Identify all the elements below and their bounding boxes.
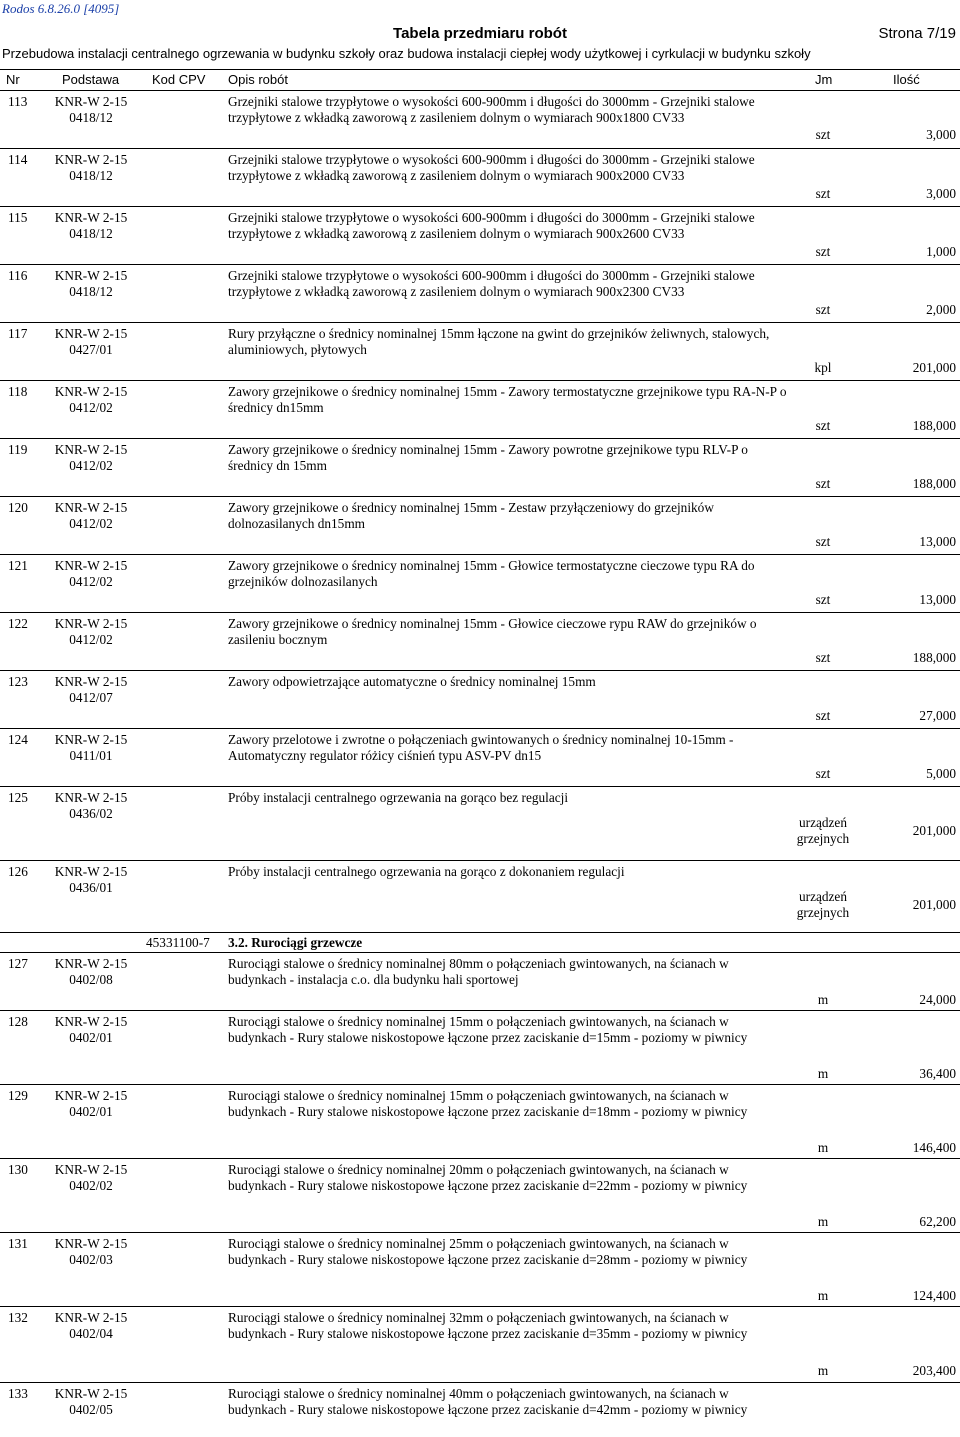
row-quantity: 188,000 xyxy=(912,418,956,433)
row-podstawa xyxy=(50,616,132,648)
row-podstawa-catalog: KNR-W 2-15 xyxy=(54,732,128,747)
table-row xyxy=(0,322,960,381)
row-podstawa-position: 0402/04 xyxy=(69,1326,113,1341)
row-podstawa-position: 0411/01 xyxy=(69,748,113,763)
row-description: Rurociągi stalowe o średnicy nominalnej 32mm o połączeniach gwintowanych, na ścianach w budynkach - Rury stalowe niskostopowe łączone przez zaciskanie d=35mm - poziomy w piwnicy xyxy=(228,1310,748,1341)
row-podstawa xyxy=(50,674,132,706)
row-podstawa xyxy=(50,1236,132,1268)
row-unit: m xyxy=(817,992,829,1007)
row-podstawa-catalog: KNR-W 2-15 xyxy=(54,956,128,971)
row-unit: szt xyxy=(815,592,831,607)
table-row xyxy=(0,148,960,207)
row-podstawa xyxy=(50,956,132,988)
table-row xyxy=(0,438,960,497)
row-podstawa-position: 0418/12 xyxy=(69,110,113,125)
row-quantity: 1,000 xyxy=(926,244,956,259)
row-podstawa-position: 0412/02 xyxy=(69,516,113,531)
row-number: 120 xyxy=(8,500,28,515)
row-podstawa-catalog: KNR-W 2-15 xyxy=(54,94,128,109)
table-row xyxy=(0,1306,960,1383)
project-subtitle: Przebudowa instalacji centralnego ogrzewania w budynku szkoły oraz budowa instalacji ciepłej wody użytkowej i cyrkulacji w budynku szkoły xyxy=(2,46,811,61)
row-number: 124 xyxy=(8,732,28,747)
row-podstawa xyxy=(50,732,132,764)
section-title: 3.2. Rurociągi grzewcze xyxy=(228,935,363,950)
row-number: 129 xyxy=(8,1088,28,1103)
row-unit: szt xyxy=(815,418,831,433)
row-podstawa-catalog: KNR-W 2-15 xyxy=(54,790,128,805)
section-cpv-code: 45331100-7 xyxy=(146,935,210,950)
row-podstawa-position: 0402/03 xyxy=(69,1252,113,1267)
row-number: 125 xyxy=(8,790,28,805)
row-description: Zawory grzejnikowe o średnicy nominalnej 15mm - Zestaw przyłączeniowy do grzejników dolnozasilanych dn15mm xyxy=(228,500,714,531)
row-podstawa-catalog: KNR-W 2-15 xyxy=(54,1162,128,1177)
row-podstawa-catalog: KNR-W 2-15 xyxy=(54,1014,128,1029)
row-podstawa-position: 0412/02 xyxy=(69,458,113,473)
row-number: 127 xyxy=(8,956,28,971)
row-podstawa xyxy=(50,1088,132,1120)
row-podstawa-catalog: KNR-W 2-15 xyxy=(54,268,128,283)
row-description: Grzejniki stalowe trzypłytowe o wysokości 600-900mm i długości do 3000mm - Grzejniki stalowe trzypłytowe z wkładką zaworową z zasileniem dolnym o wymiarach 900x2300 CV33 xyxy=(228,268,755,299)
table-row xyxy=(0,1084,960,1159)
row-description: Rurociągi stalowe o średnicy nominalnej 40mm o połączeniach gwintowanych, na ścianach w budynkach - Rury stalowe niskostopowe łączone przez zaciskanie d=42mm - poziomy w piwnicy xyxy=(228,1386,748,1417)
row-podstawa xyxy=(50,500,132,532)
row-description: Grzejniki stalowe trzypłytowe o wysokości 600-900mm i długości do 3000mm - Grzejniki stalowe trzypłytowe z wkładką zaworową z zasileniem dolnym o wymiarach 900x1800 CV33 xyxy=(228,94,755,125)
row-unit: szt xyxy=(815,708,831,723)
row-unit: m xyxy=(817,1140,829,1155)
row-number: 126 xyxy=(8,864,28,879)
table-row xyxy=(0,728,960,787)
row-quantity: 201,000 xyxy=(912,360,956,375)
row-podstawa xyxy=(50,864,132,896)
row-podstawa-catalog: KNR-W 2-15 xyxy=(54,500,128,515)
row-quantity: 188,000 xyxy=(912,650,956,665)
row-quantity: 5,000 xyxy=(926,766,956,781)
row-number: 116 xyxy=(8,268,28,283)
row-description: Zawory grzejnikowe o średnicy nominalnej 15mm - Zawory powrotne grzejnikowe typu RLV-P o średnicy dn 15mm xyxy=(228,442,748,473)
column-header-nr: Nr xyxy=(6,72,20,87)
row-quantity: 62,200 xyxy=(919,1214,956,1229)
column-header-ilosc: Ilość xyxy=(893,72,920,87)
row-quantity: 201,000 xyxy=(912,823,956,838)
row-description: Zawory odpowietrzające automatyczne o średnicy nominalnej 15mm xyxy=(228,674,596,689)
table-row xyxy=(0,554,960,613)
row-unit: m xyxy=(817,1066,829,1081)
row-number: 131 xyxy=(8,1236,28,1251)
row-podstawa xyxy=(50,268,132,300)
row-podstawa-position: 0436/02 xyxy=(69,806,113,821)
row-podstawa-catalog: KNR-W 2-15 xyxy=(54,558,128,573)
row-description: Zawory grzejnikowe o średnicy nominalnej 15mm - Głowice termostatyczne cieczowe typu RA do grzejników dolnozasilanych xyxy=(228,558,755,589)
row-quantity: 201,000 xyxy=(912,897,956,912)
page-number: Strona 7/19 xyxy=(878,25,956,42)
row-podstawa xyxy=(50,1014,132,1046)
row-podstawa xyxy=(50,442,132,474)
row-podstawa xyxy=(50,790,132,822)
row-quantity: 203,400 xyxy=(912,1363,956,1378)
row-number: 114 xyxy=(8,152,28,167)
row-unit: szt xyxy=(815,766,831,781)
row-unit: m xyxy=(817,1214,829,1229)
row-podstawa-catalog: KNR-W 2-15 xyxy=(54,1088,128,1103)
row-podstawa xyxy=(50,1310,132,1342)
row-number: 130 xyxy=(8,1162,28,1177)
row-podstawa-position: 0412/02 xyxy=(69,400,113,415)
row-podstawa-position: 0402/02 xyxy=(69,1178,113,1193)
row-podstawa-catalog: KNR-W 2-15 xyxy=(54,210,128,225)
row-description: Rurociągi stalowe o średnicy nominalnej 15mm o połączeniach gwintowanych, na ścianach w budynkach - Rury stalowe niskostopowe łączone przez zaciskanie d=18mm - poziomy w piwnicy xyxy=(228,1088,748,1119)
row-description: Grzejniki stalowe trzypłytowe o wysokości 600-900mm i długości do 3000mm - Grzejniki stalowe trzypłytowe z wkładką zaworową z zasileniem dolnym o wymiarach 900x2600 CV33 xyxy=(228,210,755,241)
row-podstawa-position: 0402/08 xyxy=(69,972,113,987)
app-title: Rodos 6.8.26.0 [4095] xyxy=(2,1,120,16)
table-row xyxy=(0,496,960,555)
table-row xyxy=(0,786,960,861)
row-quantity: 146,400 xyxy=(912,1140,956,1155)
row-unit: urządzeń grzejnych xyxy=(796,815,850,846)
row-podstawa-position: 0418/12 xyxy=(69,284,113,299)
row-podstawa-position: 0402/05 xyxy=(69,1402,113,1417)
row-number: 132 xyxy=(8,1310,28,1325)
row-podstawa-position: 0402/01 xyxy=(69,1030,113,1045)
column-header-jm: Jm xyxy=(815,72,833,87)
table-row xyxy=(0,91,960,148)
row-podstawa-position: 0418/12 xyxy=(69,168,113,183)
row-number: 133 xyxy=(8,1386,28,1401)
row-number: 123 xyxy=(8,674,28,689)
row-podstawa xyxy=(50,326,132,358)
row-podstawa-position: 0412/02 xyxy=(69,632,113,647)
row-podstawa-position: 0412/07 xyxy=(69,690,113,705)
row-unit: szt xyxy=(815,302,831,317)
table-row xyxy=(0,860,960,933)
row-number: 117 xyxy=(8,326,28,341)
row-quantity: 3,000 xyxy=(926,186,956,201)
row-number: 118 xyxy=(8,384,28,399)
row-podstawa-catalog: KNR-W 2-15 xyxy=(54,1310,128,1325)
row-unit: szt xyxy=(815,127,831,142)
row-podstawa-catalog: KNR-W 2-15 xyxy=(54,152,128,167)
row-podstawa-position: 0427/01 xyxy=(69,342,113,357)
row-podstawa-position: 0418/12 xyxy=(69,226,113,241)
row-podstawa-position: 0436/01 xyxy=(69,880,113,895)
row-podstawa-catalog: KNR-W 2-15 xyxy=(54,384,128,399)
row-podstawa xyxy=(50,94,132,126)
row-description: Zawory przelotowe i zwrotne o połączeniach gwintowanych o średnicy nominalnej 10-15mm - Automatyczny regulator różicy ciśnień typu ASV-PV dn15 xyxy=(228,732,734,763)
row-podstawa xyxy=(50,1386,132,1418)
row-unit: m xyxy=(817,1363,829,1378)
table-row xyxy=(0,380,960,439)
row-number: 115 xyxy=(8,210,28,225)
row-description: Próby instalacji centralnego ogrzewania na gorąco bez regulacji xyxy=(228,790,569,805)
row-description: Próby instalacji centralnego ogrzewania na gorąco z dokonaniem regulacji xyxy=(228,864,625,879)
row-description: Zawory grzejnikowe o średnicy nominalnej 15mm - Zawory termostatyczne grzejnikowe typu RA-N-P o średnicy dn15mm xyxy=(228,384,787,415)
row-quantity: 2,000 xyxy=(926,302,956,317)
row-description: Grzejniki stalowe trzypłytowe o wysokości 600-900mm i długości do 3000mm - Grzejniki stalowe trzypłytowe z wkładką zaworową z zasileniem dolnym o wymiarach 900x2000 CV33 xyxy=(228,152,755,183)
row-podstawa-position: 0402/01 xyxy=(69,1104,113,1119)
table-row xyxy=(0,670,960,729)
row-number: 128 xyxy=(8,1014,28,1029)
table-row xyxy=(0,952,960,1011)
row-description: Rury przyłączne o średnicy nominalnej 15mm łączone na gwint do grzejników żeliwnych, stalowych, aluminiowych, płytowych xyxy=(228,326,770,357)
row-number: 113 xyxy=(8,94,28,109)
row-description: Rurociągi stalowe o średnicy nominalnej 80mm o połączeniach gwintowanych, na ścianach w budynkach - instalacja c.o. dla budynku hali sportowej xyxy=(228,956,729,987)
row-podstawa-catalog: KNR-W 2-15 xyxy=(54,442,128,457)
table-row xyxy=(0,1010,960,1085)
row-quantity: 13,000 xyxy=(919,534,956,549)
row-quantity: 27,000 xyxy=(919,708,956,723)
column-header-row xyxy=(0,69,960,91)
row-quantity: 3,000 xyxy=(926,127,956,142)
section-header xyxy=(0,932,960,951)
column-header-kod-cpv: Kod CPV xyxy=(152,72,206,87)
column-header-opis: Opis robót xyxy=(228,72,288,87)
row-quantity: 188,000 xyxy=(912,476,956,491)
column-header-podstawa: Podstawa xyxy=(62,72,120,87)
table-row xyxy=(0,612,960,671)
row-quantity: 24,000 xyxy=(919,992,956,1007)
row-podstawa xyxy=(50,558,132,590)
row-description: Rurociągi stalowe o średnicy nominalnej 25mm o połączeniach gwintowanych, na ścianach w budynkach - Rury stalowe niskostopowe łączone przez zaciskanie d=28mm - poziomy w piwnicy xyxy=(228,1236,748,1267)
row-podstawa-catalog: KNR-W 2-15 xyxy=(54,1236,128,1251)
row-unit: szt xyxy=(815,650,831,665)
row-podstawa xyxy=(50,210,132,242)
document-title: Tabela przedmiaru robót xyxy=(393,25,567,42)
row-unit: m xyxy=(817,1288,829,1303)
row-unit: szt xyxy=(815,244,831,259)
row-quantity: 124,400 xyxy=(912,1288,956,1303)
row-podstawa xyxy=(50,152,132,184)
row-description: Zawory grzejnikowe o średnicy nominalnej 15mm - Głowice cieczowe rypu RAW do grzejników o zasileniu bocznym xyxy=(228,616,757,647)
row-number: 119 xyxy=(8,442,28,457)
row-description: Rurociągi stalowe o średnicy nominalnej 15mm o połączeniach gwintowanych, na ścianach w budynkach - Rury stalowe niskostopowe łączone przez zaciskanie d=15mm - poziomy w piwnicy xyxy=(228,1014,748,1045)
table-row xyxy=(0,206,960,265)
row-podstawa xyxy=(50,384,132,416)
row-quantity: 13,000 xyxy=(919,592,956,607)
row-unit: szt xyxy=(815,186,831,201)
row-podstawa-catalog: KNR-W 2-15 xyxy=(54,326,128,341)
row-podstawa-position: 0412/02 xyxy=(69,574,113,589)
row-podstawa xyxy=(50,1162,132,1194)
row-unit: kpl xyxy=(814,360,832,375)
row-unit: szt xyxy=(815,476,831,491)
row-podstawa-catalog: KNR-W 2-15 xyxy=(54,1386,128,1401)
table-row xyxy=(0,1382,960,1437)
row-podstawa-catalog: KNR-W 2-15 xyxy=(54,616,128,631)
table-row xyxy=(0,1232,960,1307)
row-number: 121 xyxy=(8,558,28,573)
table-row xyxy=(0,264,960,323)
row-podstawa-catalog: KNR-W 2-15 xyxy=(54,864,128,879)
row-quantity: 36,400 xyxy=(919,1066,956,1081)
row-description: Rurociągi stalowe o średnicy nominalnej 20mm o połączeniach gwintowanych, na ścianach w budynkach - Rury stalowe niskostopowe łączone przez zaciskanie d=22mm - poziomy w piwnicy xyxy=(228,1162,748,1193)
row-podstawa-catalog: KNR-W 2-15 xyxy=(54,674,128,689)
row-unit: szt xyxy=(815,534,831,549)
row-number: 122 xyxy=(8,616,28,631)
table-row xyxy=(0,1158,960,1233)
row-unit: urządzeń grzejnych xyxy=(796,889,850,920)
